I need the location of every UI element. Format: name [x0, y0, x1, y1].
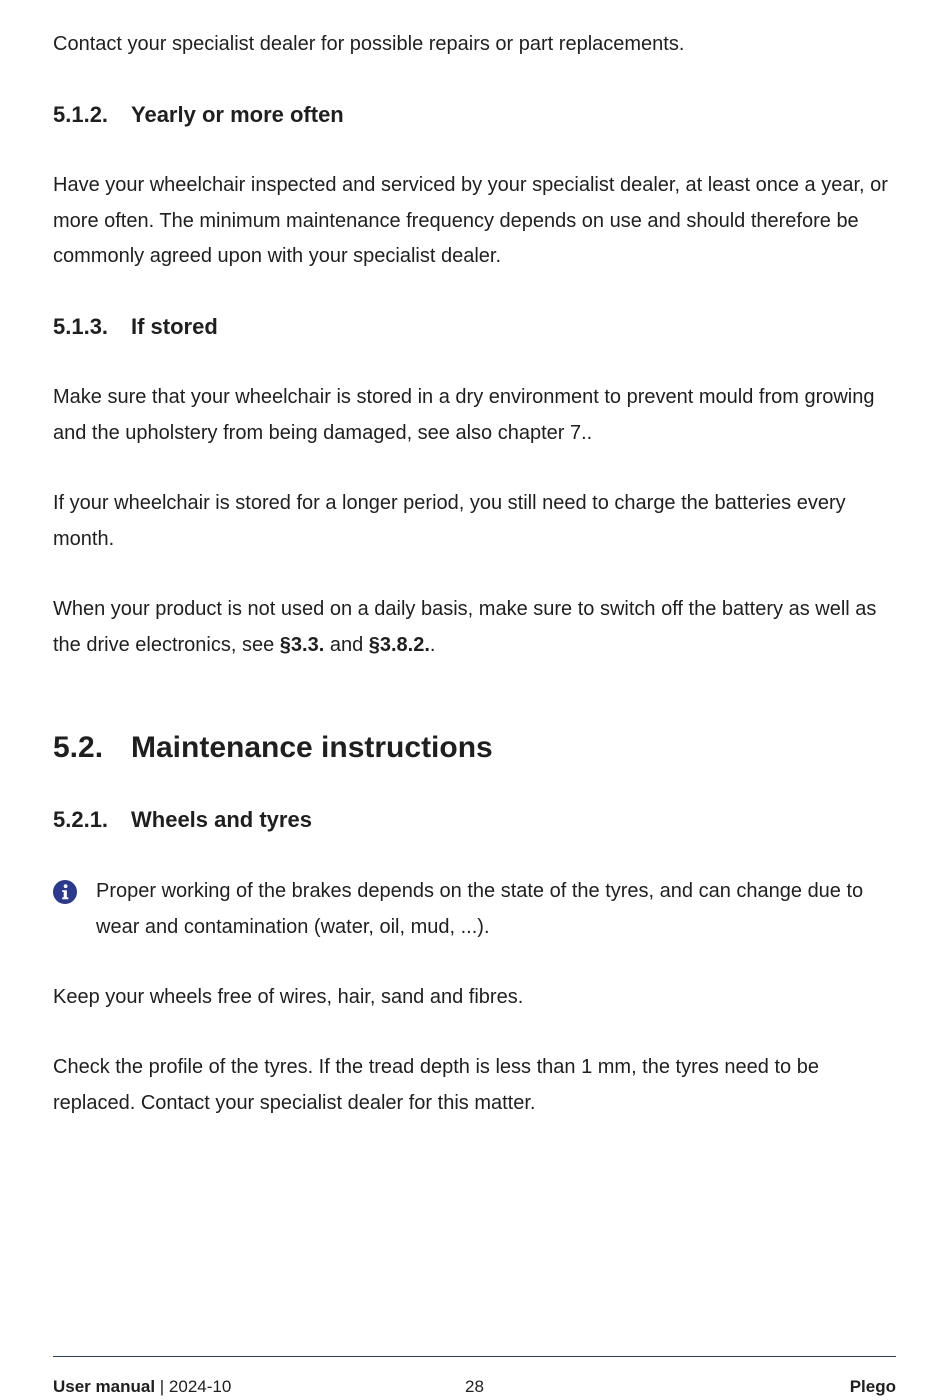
section-title: Wheels and tyres — [131, 807, 312, 832]
section-heading-5-1-3 — [53, 312, 218, 342]
page-number: 28 — [465, 1377, 484, 1396]
section-number: 5.1.3. — [53, 314, 109, 339]
footer-divider — [53, 1356, 896, 1357]
section-number: 5.2. — [53, 731, 104, 764]
stored-paragraph-2: If your wheelchair is stored for a longer period, you still need to charge the batteries every month. — [53, 492, 846, 550]
stored-paragraph-3 — [53, 592, 896, 663]
section-heading-5-2-1 — [53, 805, 312, 835]
footer-date: 2024-10 — [168, 1377, 232, 1396]
wheels-paragraph-1: Keep your wheels free of wires, hair, sand and fibres. — [53, 986, 524, 1008]
text-segment: . — [429, 633, 436, 656]
section-title: Yearly or more often — [131, 102, 344, 127]
footer-separator: | — [155, 1377, 169, 1396]
text-segment: and — [324, 633, 369, 656]
wheels-paragraph-2: Check the profile of the tyres. If the tread depth is less than 1 mm, the tyres need to be replaced. Contact your specialist dealer for this matter. — [53, 1056, 819, 1114]
section-number: 5.2.1. — [53, 807, 109, 832]
footer-brand: Plego — [849, 1377, 896, 1396]
stored-paragraph-1: Make sure that your wheelchair is stored in a dry environment to prevent mould from growing and the upholstery from being damaged, see also chapter 7.. — [53, 386, 875, 444]
yearly-paragraph: Have your wheelchair inspected and serviced by your specialist dealer, at least once a year, or more often. The minimum maintenance frequency depends on use and should therefore be commonly agreed upon with your specialist dealer. — [53, 174, 888, 267]
section-heading-5-2 — [53, 728, 493, 768]
footer-doc-type: User manual — [53, 1377, 156, 1396]
info-icon — [53, 880, 77, 904]
intro-paragraph: Contact your specialist dealer for possible repairs or part replacements. — [53, 33, 685, 55]
section-number: 5.1.2. — [53, 102, 109, 127]
note-text: Proper working of the brakes depends on the state of the tyres, and can change due to wear and contamination (water, oil, mud, ...). — [96, 880, 864, 938]
section-heading-5-1-2 — [53, 100, 344, 130]
page-footer — [53, 1374, 896, 1400]
section-title: If stored — [131, 314, 218, 339]
reference-link-3-3[interactable]: §3.3. — [279, 633, 325, 656]
section-title: Maintenance instructions — [131, 731, 493, 764]
reference-link-3-8-2[interactable]: §3.8.2. — [368, 633, 430, 656]
text-segment: When your product is not used on a daily basis, make sure to switch off the battery as well as the drive electronics, see — [53, 598, 877, 656]
